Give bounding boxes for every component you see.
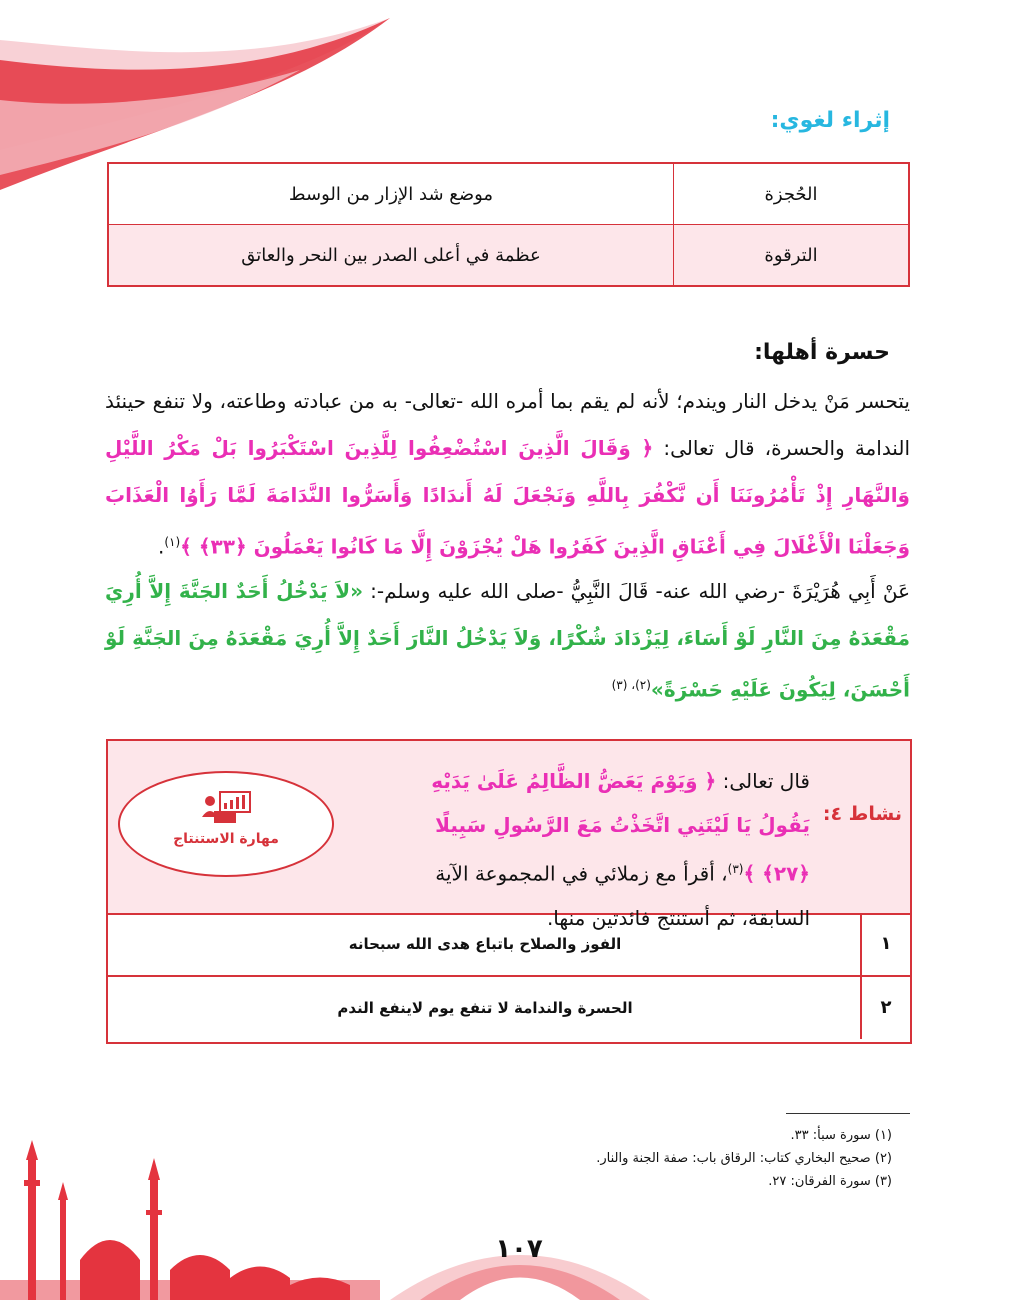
answer-number: ٢ — [860, 977, 910, 1039]
vocab-meaning: موضع شد الإزار من الوسط — [108, 163, 674, 225]
page-number: ١٠٧ — [495, 1234, 543, 1264]
mosque-skyline-decoration — [0, 1120, 380, 1300]
table-row — [108, 163, 909, 225]
table-row — [108, 225, 909, 287]
footnote-item: (٣) سورة الفرقان: ٢٧. — [768, 1174, 892, 1189]
quran-verse: ﴿ وَقَالَ الَّذِينَ اسْتُضْعِفُوا لِلَّذِينَ اسْتَكْبَرُوا بَلْ مَكْرُ اللَّيْلِ وَالنَّهَارِ إِذْ تَأْمُرُونَنَا أَن نَّكْفُرَ بِاللَّهِ وَنَجْعَلَ لَهُ أَندَادًا وَأَسَرُّوا النَّدَامَةَ لَمَّا رَأَوُا الْعَذَابَ وَجَعَلْنَا الْأَغْلَالَ فِي أَعْنَاقِ الَّذِينَ كَفَرُوا هَلْ يُجْزَوْنَ إِلَّا مَا كَانُوا يَعْمَلُونَ ﴿٣٣﴾ ﴾ — [105, 436, 910, 559]
regret-title: حسرة أهلها: — [754, 340, 890, 365]
footnote-ref: (٢)، (٣) — [611, 678, 651, 692]
quran-verse: ﴿ وَيَوْمَ يَعَضُّ الظَّالِمُ عَلَىٰ يَدَيْهِ يَقُولُ يَا لَيْتَنِي اتَّخَذْتُ مَعَ الرَّسُولِ سَبِيلًا ﴿٢٧﴾ ﴾ — [431, 769, 810, 886]
sentence-end: . — [157, 534, 165, 559]
vocab-word: الحُجزة — [674, 163, 910, 225]
footnote-ref: (١) — [164, 535, 181, 549]
answer-text: الفوز والصلاح باتباع هدى الله سبحانه — [348, 935, 622, 953]
skill-badge — [118, 771, 334, 877]
answer-row — [108, 913, 910, 975]
footnote-ref: (٣) — [727, 862, 744, 876]
answer-text: الحسرة والندامة لا تنفع يوم لاينفع الندم — [337, 999, 633, 1017]
answer-number: ١ — [860, 913, 910, 975]
activity-header — [108, 741, 910, 930]
activity-instruction: ، أقرأ مع زملائي في المجموعة الآية السابقة، ثم أستنتج فائدتين منها. — [435, 861, 810, 930]
regret-intro: يتحسر مَنْ يدخل النار ويندم؛ لأنه لم يقم بما أمره الله -تعالى- به من عبادته وطاعته، ولا تنفع حينئذ الندامة والحسرة، قال تعالى: — [105, 389, 910, 460]
footnotes — [596, 1124, 892, 1193]
answer-row — [108, 975, 910, 1039]
activity-intro: قال تعالى: — [722, 769, 810, 793]
hadith-intro: عَنْ أَبِي هُرَيْرَةَ -رضي الله عنه- قَالَ النَّبِيُّ -صلى الله عليه وسلم-: — [370, 579, 911, 603]
activity-box — [106, 739, 912, 1044]
regret-paragraph — [105, 378, 910, 571]
vocab-table — [107, 162, 910, 287]
footnote-item: (١) سورة سبأ: ٣٣. — [790, 1128, 892, 1143]
vocab-meaning: عظمة في أعلى الصدر بين النحر والعاتق — [108, 225, 674, 287]
footnote-item: (٢) صحيح البخاري كتاب: الرقاق باب: صفة الجنة والنار. — [596, 1151, 892, 1166]
vocab-word: الترقوة — [674, 225, 910, 287]
activity-label: نشاط ٤: — [822, 803, 902, 825]
footnote-divider — [786, 1113, 910, 1114]
skill-label: مهارة الاستنتاج — [173, 831, 279, 847]
hadith-paragraph — [105, 568, 910, 714]
hadith-text: «لاَ يَدْخُلُ أَحَدٌ الجَنَّةَ إِلاَّ أُرِيَ مَقْعَدَهُ مِنَ النَّارِ لَوْ أَسَاءَ، لِيَزْدَادَ شُكْرًا، وَلاَ يَدْخُلُ النَّارَ أَحَدٌ إِلاَّ أُرِيَ مَقْعَدَهُ مِنَ الجَنَّةِ لَوْ أَحْسَنَ، لِيَكُونَ عَلَيْهِ حَسْرَةً» — [105, 579, 910, 702]
analysis-icon — [200, 791, 252, 825]
enrichment-title: إثراء لغوي: — [770, 108, 890, 133]
